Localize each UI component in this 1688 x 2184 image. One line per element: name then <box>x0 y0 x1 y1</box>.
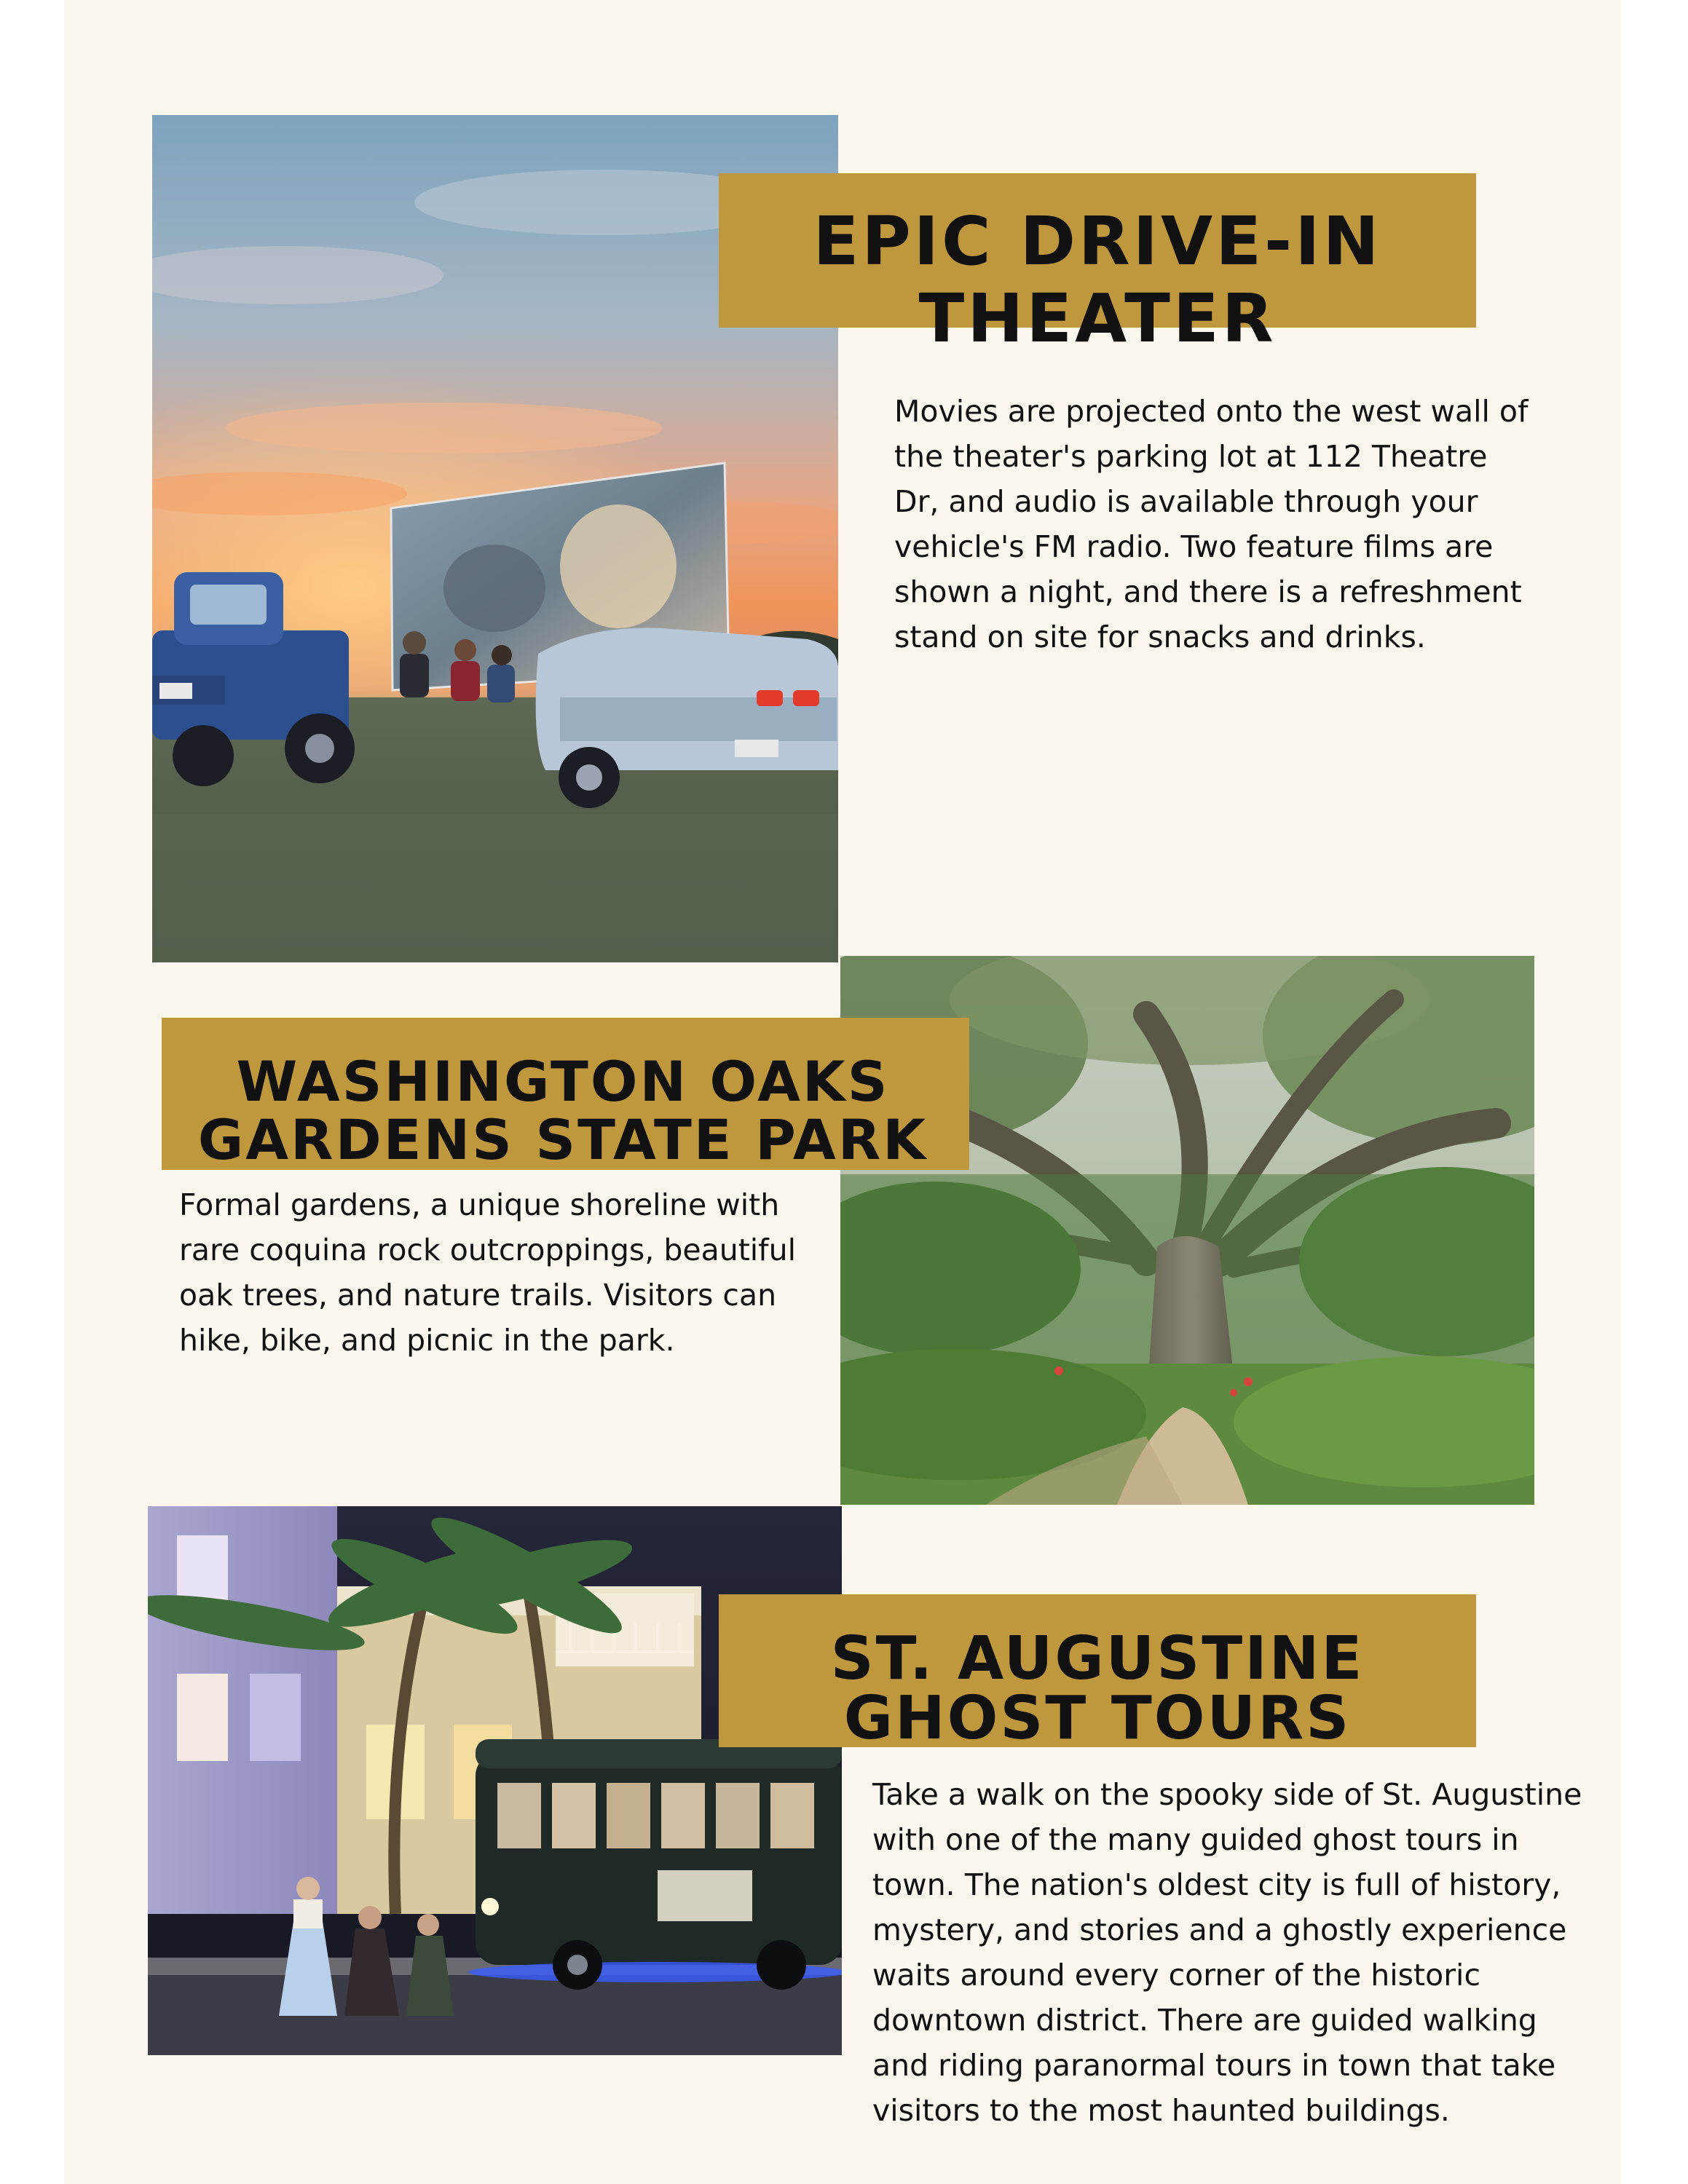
ghost-tour-trolley-photo <box>148 1506 842 2055</box>
brochure-page <box>64 0 1621 2184</box>
washington-oaks-description: Formal gardens, a unique shoreline with rare coquina rock outcroppings, beautiful oak trees, and nature trails. Visitors can hike, bike, and picnic in the park. <box>179 1187 796 1358</box>
ghost-tours-title-line1: ST. AUGUSTINE <box>830 1624 1365 1693</box>
drive-in-description: Movies are projected onto the west wall of the theater's parking lot at 112 Theatre Dr, and audio is available through your vehicle's FM radio. Two feature films are shown a night, and there is a refreshment stand on site for snacks and drinks. <box>894 394 1529 654</box>
washington-oaks-title-line1: WASHINGTON OAKS <box>236 1049 890 1114</box>
drive-in-title-line2: THEATER <box>918 280 1277 357</box>
ghost-tours-description: Take a walk on the spooky side of St. Augustine with one of the many guided ghost tours in town. The nation's oldest city is full of history, mystery, and stories and a ghostly experience waits around every corner of the historic downtown district. There are guided walking and riding paranormal tours in town that take visitors to the most haunted buildings. <box>872 1777 1582 2128</box>
drive-in-title-line1: EPIC DRIVE-IN <box>813 202 1382 280</box>
washington-oaks-title-line2: GARDENS STATE PARK <box>197 1107 928 1172</box>
ghost-tours-title-line2: GHOST TOURS <box>843 1684 1352 1753</box>
